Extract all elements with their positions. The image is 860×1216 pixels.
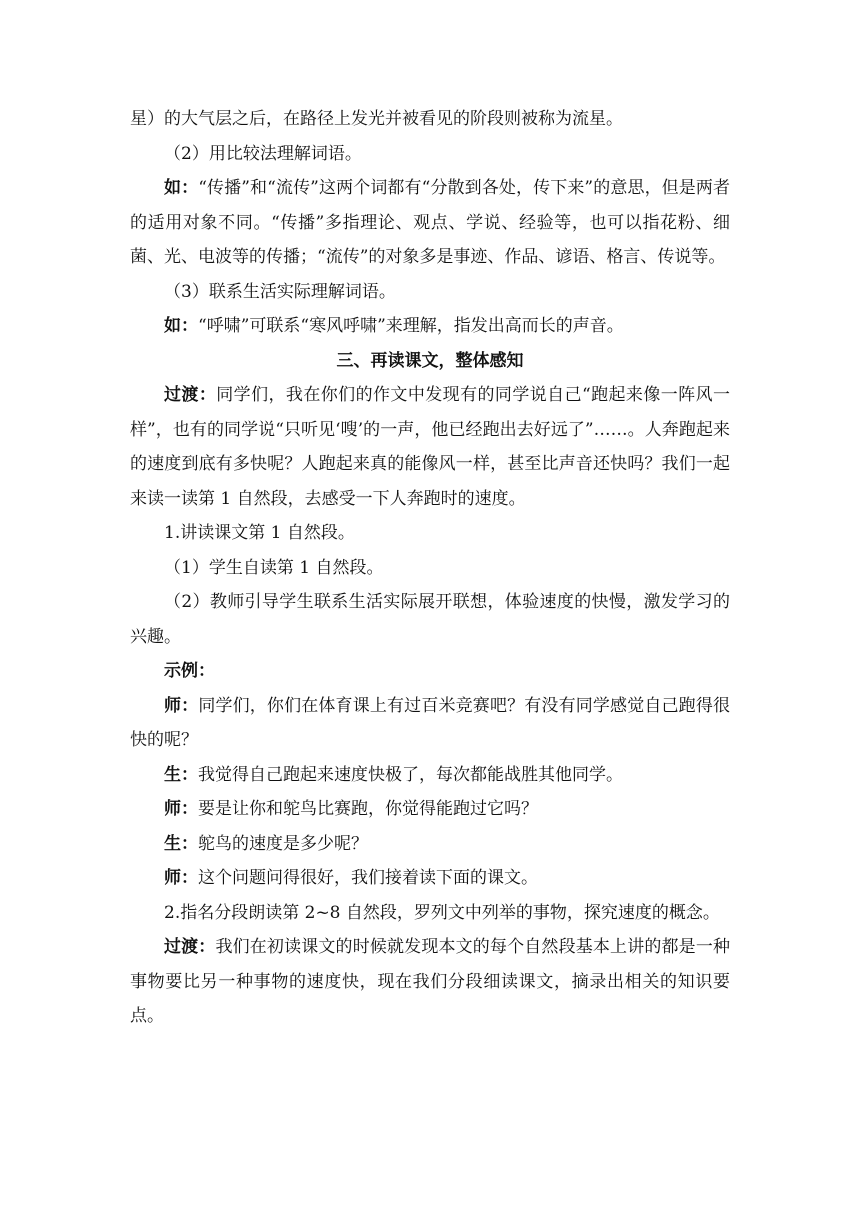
dialogue-text: 同学们，你们在体育课上有过百米竞赛吧？有没有同学感觉自己跑得很快的呢？ <box>130 695 730 750</box>
dialogue-teacher <box>130 792 730 827</box>
paragraph-step-1-2: （2）教师引导学生联系生活实际展开联想，体验速度的快慢，激发学习的兴趣。 <box>130 592 730 647</box>
paragraph-transition <box>130 378 730 516</box>
example-header-label: 示例： <box>164 661 215 681</box>
paragraph-step-1-1: （1）学生自读第 1 自然段。 <box>164 557 384 578</box>
paragraph-transition <box>130 930 730 1034</box>
example-text: “传播”和“流传”这两个词都有“分散到各处，传下来”的意思，但是两者的适用对象不同。“传播”多指理论、观点、学说、经验等，也可以指花粉、细菌、光、电波等的传播；“流传”的对象多是事迹、作品、谚语、格言、传说等。 <box>130 178 731 267</box>
example-label: 如： <box>164 178 199 198</box>
dialogue-teacher <box>130 861 730 896</box>
dialogue-teacher <box>130 689 730 758</box>
section-title: 三、再读课文，整体感知 <box>336 350 524 371</box>
transition-label: 过渡： <box>164 385 217 405</box>
paragraph-meteor-end: 星）的大气层之后，在路径上发光并被看见的阶段则被称为流星。 <box>130 109 623 129</box>
transition-text: 同学们，我在你们的作文中发现有的同学说自己“跑起来像一阵风一样”，也有的同学说“只听见‘嗖’的一声，他已经跑出去好远了”……。人奔跑起来的速度到底有多快呢？人跑起来真的能像风一样，甚至比声音还快吗？我们一起来读一读第 1 自然段，去感受一下人奔跑时的速度。 <box>130 385 730 509</box>
dialogue-student <box>130 827 730 862</box>
speaker-label: 师： <box>164 868 198 888</box>
speaker-label: 师： <box>164 799 198 819</box>
speaker-label: 生： <box>164 764 198 785</box>
paragraph-example-header <box>130 654 730 689</box>
speaker-label: 师： <box>164 695 199 716</box>
example-label: 如： <box>164 316 198 336</box>
speaker-label: 生： <box>164 833 198 854</box>
paragraph-example-whistle <box>130 309 730 344</box>
dialogue-text: 鸵鸟的速度是多少呢？ <box>198 833 368 854</box>
dialogue-text: 要是让你和鸵鸟比赛跑，你觉得能跑过它吗？ <box>198 799 538 819</box>
transition-label: 过渡： <box>164 937 216 957</box>
dialogue-text: 我觉得自己跑起来速度快极了，每次都能战胜其他同学。 <box>198 764 623 785</box>
paragraph-life-method: （3）联系生活实际理解词语。 <box>164 281 396 302</box>
dialogue-text: 这个问题问得很好，我们接着读下面的课文。 <box>198 868 538 888</box>
paragraph-compare-method: （2）用比较法理解词语。 <box>164 143 362 164</box>
paragraph-step-1: 1.讲读课文第 1 自然段。 <box>164 523 355 543</box>
example-text: “呼啸”可联系“寒风呼啸”来理解，指发出高而长的声音。 <box>198 316 624 336</box>
transition-text: 我们在初读课文的时候就发现本文的每个自然段基本上讲的都是一种事物要比另一种事物的速度快，现在我们分段细读课文，摘录出相关的知识要点。 <box>130 937 730 1026</box>
dialogue-student <box>130 758 730 793</box>
document-body <box>130 102 730 1034</box>
paragraph-example-spread <box>130 171 730 275</box>
paragraph-step-2: 2.指名分段朗读第 2~8 自然段，罗列文中列举的事物，探究速度的概念。 <box>164 902 720 923</box>
